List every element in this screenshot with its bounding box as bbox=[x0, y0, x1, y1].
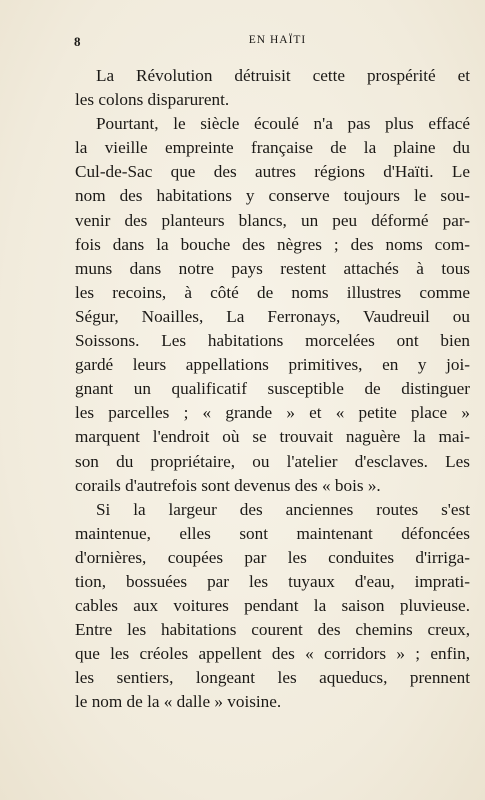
text-line: que les créoles appellent des « corridors » ; enfin, bbox=[75, 644, 470, 664]
text-line: les colons disparurent. bbox=[75, 90, 230, 110]
page-number: 8 bbox=[74, 34, 81, 49]
text-line: les sentiers, longeant les aqueducs, prennent bbox=[75, 668, 470, 688]
text-line: marquent l'endroit où se trouvait naguère la mai- bbox=[75, 427, 470, 447]
text-line: corails d'autrefois sont devenus des « bois ». bbox=[75, 475, 381, 495]
running-title: EN HAÏTI bbox=[248, 34, 307, 46]
text-body bbox=[75, 64, 470, 715]
text-line: les parcelles ; « grande » et « petite place » bbox=[75, 403, 470, 423]
text-line: tion, bossuées par les tuyaux d'eau, imprati- bbox=[75, 571, 470, 591]
text-line: son du propriétaire, ou l'atelier d'esclaves. Les bbox=[75, 451, 470, 471]
text-line: muns dans notre pays restent attachés à tous bbox=[75, 258, 470, 278]
text-line: maintenue, elles sont maintenant défoncées bbox=[75, 523, 470, 543]
paragraph bbox=[75, 498, 470, 715]
text-line: La Révolution détruisit cette prospérité et bbox=[96, 66, 470, 85]
text-line: cables aux voitures pendant la saison pluvieuse. bbox=[75, 596, 470, 616]
text-line: Pourtant, le siècle écoulé n'a pas plus effacé bbox=[96, 114, 470, 134]
text-line: fois dans la bouche des nègres ; des noms com- bbox=[75, 234, 470, 254]
paragraph bbox=[75, 112, 470, 498]
text-line: Si la largeur des anciennes routes s'est bbox=[96, 499, 470, 519]
text-line: Cul-de-Sac que des autres régions d'Haïti. Le bbox=[75, 162, 470, 182]
paragraph bbox=[75, 64, 470, 112]
text-line: nom des habitations y conserve toujours le sou- bbox=[75, 186, 470, 206]
text-line: Entre les habitations courent des chemins creux, bbox=[75, 620, 470, 640]
text-line: le nom de la « dalle » voisine. bbox=[75, 692, 282, 712]
text-line: la vieille empreinte française de la plaine du bbox=[75, 138, 470, 158]
text-line: Ségur, Noailles, La Ferronays, Vaudreuil ou bbox=[75, 306, 470, 326]
running-head bbox=[74, 34, 467, 50]
text-line: venir des planteurs blancs, un peu déformé par- bbox=[75, 210, 470, 230]
text-line: gnant un qualificatif susceptible de distinguer bbox=[75, 379, 470, 399]
text-line: Soissons. Les habitations morcelées ont bien bbox=[75, 331, 470, 351]
text-line: les recoins, à côté de noms illustres comme bbox=[75, 282, 470, 302]
text-line: d'ornières, coupées par les conduites d'irriga- bbox=[75, 547, 470, 567]
text-line: gardé leurs appellations primitives, en y joi- bbox=[75, 355, 470, 375]
